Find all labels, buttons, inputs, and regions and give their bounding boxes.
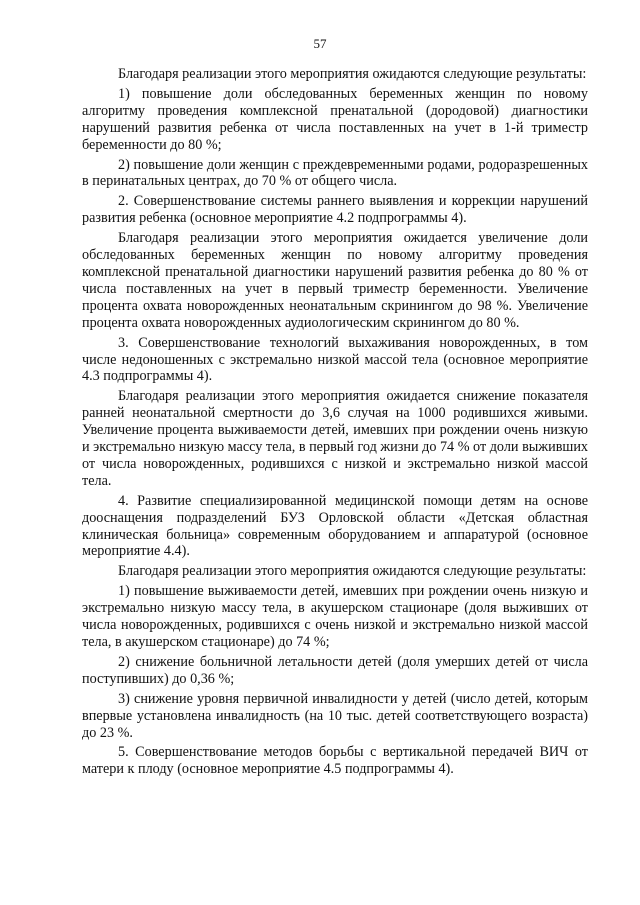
page-body: [82, 66, 588, 781]
paragraph: 2) повышение доли женщин с преждевременными родами, родоразрешенных в перинатальных центрах, до 70 % от общего числа.: [82, 156, 588, 190]
paragraph: 4. Развитие специализированной медицинской помощи детям на основе дооснащения подразделений БУЗ Орловской области «Детская областная клиническая больница» современным оборудованием и аппаратурой (основное мероприятие 4.4).: [82, 492, 588, 560]
paragraph: Благодаря реализации этого мероприятия ожидаются следующие результаты:: [118, 563, 587, 580]
paragraph: 1) повышение доли обследованных беременных женщин по новому алгоритму проведения комплексной пренатальной (дородовой) диагностики нарушений развития ребенка от числа поставленных на учет в 1-й триместр беременности до 80 %;: [82, 85, 588, 153]
paragraph: 3. Совершенствование технологий выхаживания новорожденных, в том числе недоношенных с экстремально низкой массой тела (основное мероприятие 4.3 подпрограммы 4).: [82, 334, 588, 385]
paragraph: 2. Совершенствование системы раннего выявления и коррекции нарушений развития ребенка (основное мероприятие 4.2 подпрограммы 4).: [82, 193, 588, 227]
paragraph: Благодаря реализации этого мероприятия ожидается увеличение доли обследованных беременных женщин по новому алгоритму проведения комплексной пренатальной диагностики нарушений развития ребенка до 80 % от числа поставленных на учет в первый триместр беременности. Увеличение процента охвата новорожденных неонатальным скринингом до 98 %. Увеличение процента охвата новорожденных аудиологическим скринингом до 80 %.: [82, 230, 588, 331]
paragraph: 3) снижение уровня первичной инвалидности у детей (число детей, которым впервые установлена инвалидность (на 10 тыс. детей соответствующего возраста) до 23 %.: [82, 690, 588, 741]
paragraph: 1) повышение выживаемости детей, имевших при рождении очень низкую и экстремально низкую массу тела, в акушерском стационаре (доля выживших от числа новорожденных, родившихся с очень низкой и экстремально низкой массой тела, в акушерском стационаре) до 74 %;: [82, 583, 588, 650]
paragraph: Благодаря реализации этого мероприятия ожидаются следующие результаты:: [118, 66, 587, 82]
page-number: 57: [313, 36, 327, 51]
paragraph: 2) снижение больничной летальности детей (доля умерших детей от числа поступивших) до 0,36 %;: [82, 653, 588, 687]
paragraph: 5. Совершенствование методов борьбы с вертикальной передачей ВИЧ от матери к плоду (основное мероприятие 4.5 подпрограммы 4).: [82, 744, 588, 778]
paragraph: Благодаря реализации этого мероприятия ожидается снижение показателя ранней неонатальной смертности до 3,6 случая на 1000 родившихся живыми. Увеличение процента выживаемости детей, имевших при рождении очень низкую и экстремально низкую массу тела, в первый год жизни до 74 % от доли выживших от числа новорожденных, родившихся с низкой и экстремально низкой массой тела.: [82, 388, 588, 489]
